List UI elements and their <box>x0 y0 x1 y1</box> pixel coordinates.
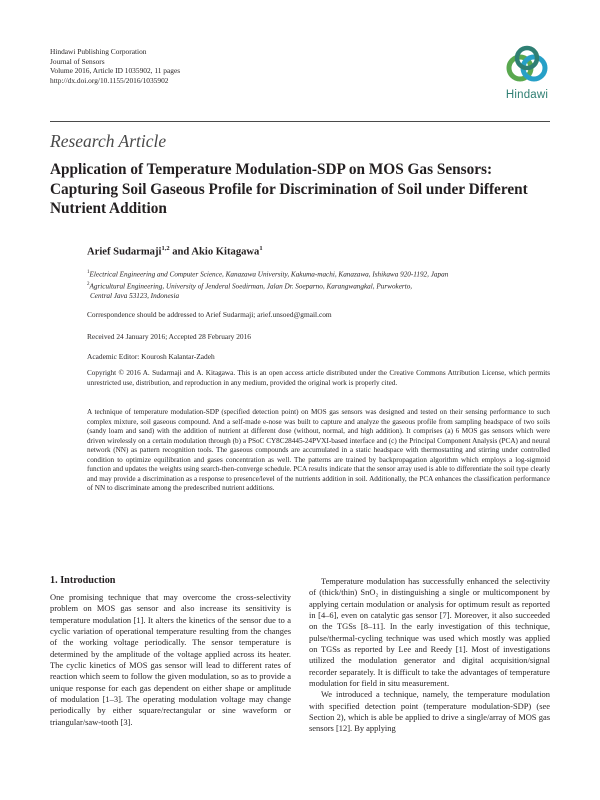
journal-name: Journal of Sensors <box>50 56 105 66</box>
author-1[interactable]: Arief Sudarmaji <box>87 246 162 258</box>
publisher-name: Hindawi Publishing Corporation <box>50 47 147 56</box>
copyright-notice: Copyright © 2016 A. Sudarmaji and A. Kitagawa. This is an open access article distributed under the Creative Commons Attribution License, which permits unrestricted use, distribution, and reproduction in any medium, provided the original work is properly cited. <box>87 369 550 387</box>
author-line <box>87 245 263 258</box>
body-column-right <box>309 576 550 735</box>
header-divider <box>50 121 550 122</box>
article-type: Research Article <box>50 131 167 151</box>
doi-link[interactable]: http://dx.doi.org/10.1155/2016/1035902 <box>50 75 169 85</box>
affiliation-text: Electrical Engineering and Computer Science, Kanazawa University, Kakuma-machi, Kanazawa, Ishikawa 920-1192, Japan <box>89 270 449 279</box>
author-2-affil: 1 <box>259 245 263 252</box>
academic-editor: Academic Editor: Kourosh Kalantar-Zadeh <box>87 352 215 361</box>
author-conjunction: and <box>169 246 192 258</box>
author-1-affil: 1,2 <box>161 245 170 252</box>
affiliation-marker: 2 <box>87 281 90 287</box>
author-2[interactable]: Akio Kitagawa <box>191 246 260 258</box>
section-heading: 1. Introduction <box>50 575 116 586</box>
article-title: Application of Temperature Modulation-SDP on MOS Gas Sensors: Capturing Soil Gaseous Profile for Discrimination of Soil under Different Nutrient Addition <box>50 161 528 217</box>
affiliation-2 <box>87 280 537 292</box>
affiliation-text: Central Java 53123, Indonesia <box>90 291 180 300</box>
hindawi-logo <box>503 45 551 105</box>
paragraph: Temperature modulation has successfully enhanced the selectivity of (thick/thin) SnO₂ in distinguishing a single or multicomponent by applying certain modulation or analysis for optimum result as reported in [4–6], even on catalytic gas sensor [7]. Moreover, it also succeeded on the TGSs [8–11]. In the early investigation of this technique, pulse/thermal-cycling technique was used which mostly was applied on TGSs as reported by Lee and Reedy [1]. Most of investigations utilized the modulation generator and digital acquisition/signal recorder separately. It is difficult to take the advantages of temperature modulation for field in situ measurement. <box>309 576 550 689</box>
paragraph: One promising technique that may overcome the cross-selectivity problem on MOS gas sensor and also increase its sensitivity is temperature modulation [1]. It alters the kinetics of the sensor due to a cyclic variation of operational temperature resulting from the changes of the working voltage periodically. The sensor temperature is determined by the amplitude of the voltage applied across its heater. The cyclic kinetics of MOS gas sensor will lead to different rates of reaction which seem to follow the given modulation, so as to provide a unique response for each gas dependent on either shape or amplitude of modulation [1–3]. The operating modulation voltage may change periodically by either square/rectangular or sine waveform or triangular/saw-tooth [3]. <box>50 592 291 727</box>
affiliation-marker: 1 <box>87 270 90 275</box>
affiliation-2-cont <box>87 292 537 301</box>
received-dates: Received 24 January 2016; Accepted 28 February 2016 <box>87 332 251 341</box>
hindawi-wordmark: Hindawi <box>505 89 549 101</box>
hindawi-logo-icon <box>503 45 551 89</box>
volume-line: Volume 2016, Article ID 1035902, 11 pages <box>50 66 181 76</box>
affiliation-1 <box>87 268 537 280</box>
paragraph: We introduced a technique, namely, the temperature modulation with specified detection point (temperature modulation-SDP) (see Section 2), which is able be applied to drive a single/array of MOS gas sensors [12]. By applying <box>309 689 550 734</box>
journal-header <box>50 47 180 85</box>
affiliation-text: Agricultural Engineering, University of Jenderal Soedirman, Jalan Dr. Soeparno, Karangwangkal, Purwokerto, <box>89 282 413 291</box>
abstract: A technique of temperature modulation-SDP (specified detection point) on MOS gas sensors was designed and tested on their sensing performance to such complex mixture, soil gaseous compound. And a self-made e-nose was built to capture and analyze the gaseous profile from sampling headspace of two soils (sandy loam and sand) with the addition of nutrient at different dose (without, normal, and high addition). It comprises (a) 6 MOS gas sensors which were driven wirelessly on a certain modulation through (b) a PSoC CY8C28445-24PVXI-based interface and (c) the Principal Component Analysis (PCA) and neural network (NN) as pattern recognition tools. The gaseous compounds are accumulated in a static headspace with thermostatting and stirring under controlled condition to optimize equilibration and gases concentration as well. The patterns are trained by backpropagation algorithm which employs a log-sigmoid function and updates the weights using search-then-converge schedule. PCA results indicate that the sensor array used is able to differentiate the soil type clearly and may provide a discrimination as a response to presence/level of the nutrients addition in soil. Additionally, the PCA enhances the classification performance of NN to discriminate among the predescribed nutrient additions. <box>87 408 550 492</box>
body-column-left <box>50 592 291 728</box>
affiliations <box>87 268 537 301</box>
correspondence: Correspondence should be addressed to Arief Sudarmaji; arief.unsoed@gmail.com <box>87 310 332 319</box>
